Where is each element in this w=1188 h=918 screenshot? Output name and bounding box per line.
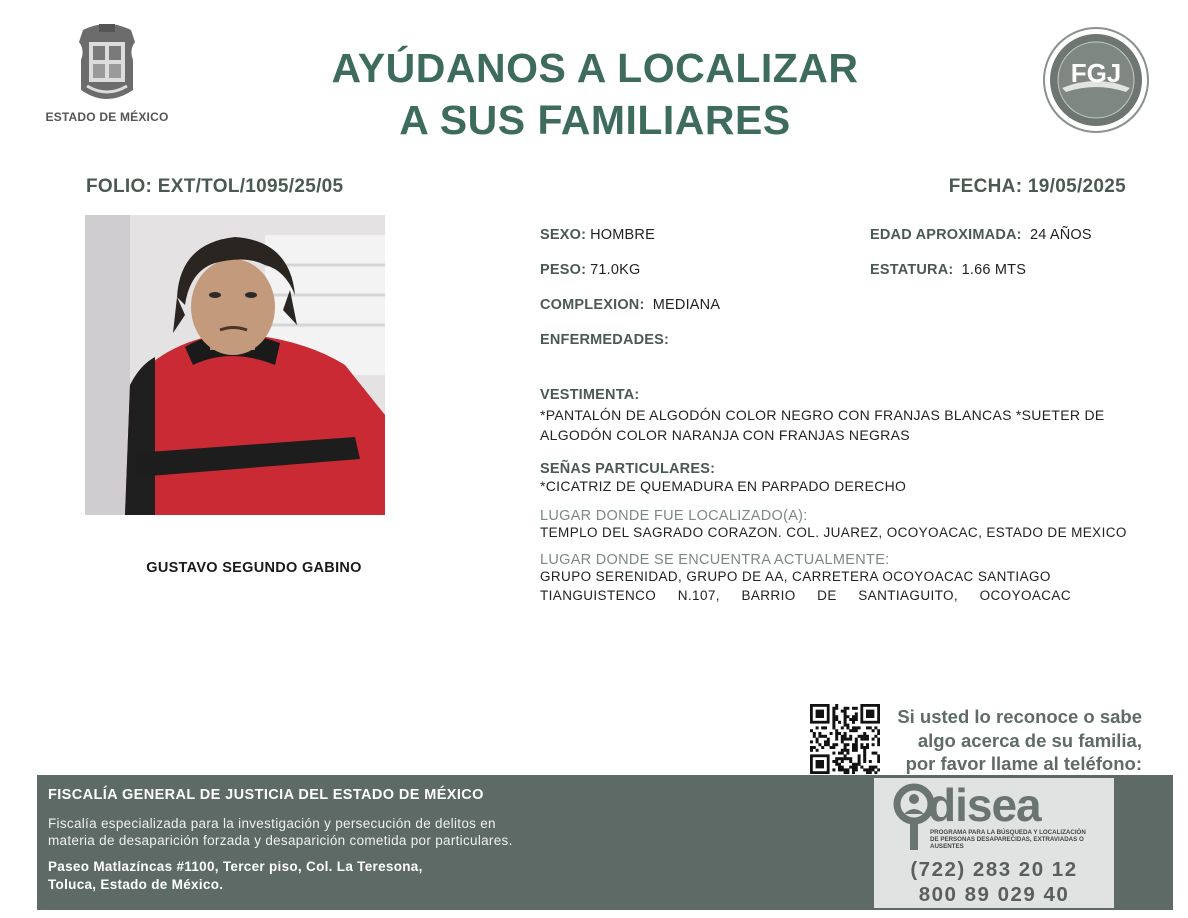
contact-callout	[880, 705, 1142, 776]
footer-info	[48, 787, 648, 894]
odisea-subtitle-line-3: AUSENTES	[930, 843, 964, 850]
lugar-actual-word-3: BARRIO	[741, 588, 796, 603]
fgj-seal-icon	[1042, 26, 1150, 134]
person-photo	[85, 215, 385, 515]
qr-code[interactable]	[810, 704, 880, 774]
field-sexo	[540, 227, 655, 243]
odisea-brand: disea	[928, 779, 1041, 831]
footer-desc-line-1: Fiscalía especializada para la investigación y persecución de delitos en	[48, 816, 496, 831]
lugar-actual-word-5: SANTIAGUITO,	[858, 588, 959, 603]
lugar-actual-word-4: DE	[817, 588, 837, 603]
footer-heading: FISCALÍA GENERAL DE JUSTICIA DEL ESTADO DE MÉXICO	[48, 787, 484, 803]
fgj-logo	[1042, 26, 1150, 139]
vestimenta-line-2: ALGODÓN COLOR NARANJA CON FRANJAS NEGRAS	[540, 427, 910, 443]
estado-de-mexico-logo	[44, 20, 170, 124]
lugar-actual-word-1: TIANGUISTENCO	[540, 588, 657, 603]
senas-text: *CICATRIZ DE QUEMADURA EN PARPADO DERECHO	[540, 478, 907, 494]
lugar-actual-word-6: OCOYOACAC	[979, 588, 1071, 603]
lugar-actual-label: LUGAR DONDE SE ENCUENTRA ACTUALMENTE:	[540, 552, 890, 568]
footer-description	[48, 815, 648, 849]
peso-label: PESO:	[540, 262, 587, 278]
estatura-value: 1.66 MTS	[961, 262, 1027, 278]
odisea-subtitle	[930, 829, 1100, 850]
callout-line-3: por favor llame al teléfono:	[905, 753, 1142, 774]
coat-of-arms-icon	[69, 20, 145, 104]
lugar-actual-word-2: N.107,	[677, 588, 720, 603]
report-date: FECHA: 19/05/2025	[948, 176, 1126, 197]
odisea-subtitle-line-2: DE PERSONAS DESAPARECIDAS, EXTRAVIADAS O	[930, 836, 1084, 843]
field-edad	[870, 227, 1092, 243]
odisea-subtitle-line-1: PROGRAMA PARA LA BÚSQUEDA Y LOCALIZACIÓN	[930, 829, 1086, 836]
vestimenta-text	[540, 405, 1160, 445]
footer-address-line-1: Paseo Matlazíncas #1100, Tercer piso, Col. La Teresona,	[48, 859, 423, 874]
phone-number-2[interactable]: 800 89 029 40	[918, 883, 1070, 906]
sexo-label: SEXO:	[540, 227, 587, 243]
field-enfermedades	[540, 332, 673, 348]
title-line-1: AYÚDANOS A LOCALIZAR	[331, 45, 859, 91]
lugar-actual-line-1: GRUPO SERENIDAD, GRUPO DE AA, CARRETERA OCOYOACAC SANTIAGO	[540, 569, 1051, 584]
complexion-value: MEDIANA	[652, 297, 721, 313]
field-estatura	[870, 262, 1026, 278]
phone-number-1[interactable]: (722) 283 20 12	[910, 858, 1078, 881]
complexion-label: COMPLEXION:	[540, 297, 645, 313]
senas-label: SEÑAS PARTICULARES:	[540, 461, 716, 477]
footer-desc-line-2: materia de desaparición forzada y desaparición cometida por particulares.	[48, 833, 513, 848]
peso-value: 71.0KG	[590, 262, 641, 278]
vestimenta-line-1: *PANTALÓN DE ALGODÓN COLOR NEGRO CON FRANJAS BLANCAS *SUETER DE	[540, 407, 1105, 423]
lugar-localizado-label: LUGAR DONDE FUE LOCALIZADO(A):	[540, 508, 808, 524]
page-title	[300, 42, 890, 146]
field-complexion	[540, 297, 720, 313]
estado-de-mexico-caption: ESTADO DE MÉXICO	[45, 110, 169, 124]
footer-address	[48, 858, 648, 894]
vestimenta-label: VESTIMENTA:	[540, 387, 640, 403]
edad-label: EDAD APROXIMADA:	[870, 227, 1022, 243]
enfermedades-label: ENFERMEDADES:	[540, 332, 670, 348]
qr-code-icon	[810, 704, 880, 774]
footer-address-line-2: Toluca, Estado de México.	[48, 877, 224, 892]
callout-line-1: Si usted lo reconoce o sabe	[897, 706, 1142, 727]
svg-text:FGJ: FGJ	[1070, 58, 1122, 88]
edad-value: 24 AÑOS	[1029, 227, 1092, 243]
person-name: GUSTAVO SEGUNDO GABINO	[146, 560, 362, 576]
sexo-value: HOMBRE	[590, 227, 655, 243]
lugar-actual-line-2	[540, 586, 1071, 605]
estatura-label: ESTATURA:	[870, 262, 954, 278]
lugar-actual-text	[540, 567, 1080, 605]
callout-line-2: algo acerca de su familia,	[917, 729, 1142, 751]
folio-number: FOLIO: EXT/TOL/1095/25/05	[86, 176, 344, 197]
title-line-2: A SUS FAMILIARES	[399, 97, 791, 143]
field-peso	[540, 262, 641, 278]
lugar-localizado-text: TEMPLO DEL SAGRADO CORAZON. COL. JUAREZ, OCOYOACAC, ESTADO DE MEXICO	[540, 525, 1127, 540]
